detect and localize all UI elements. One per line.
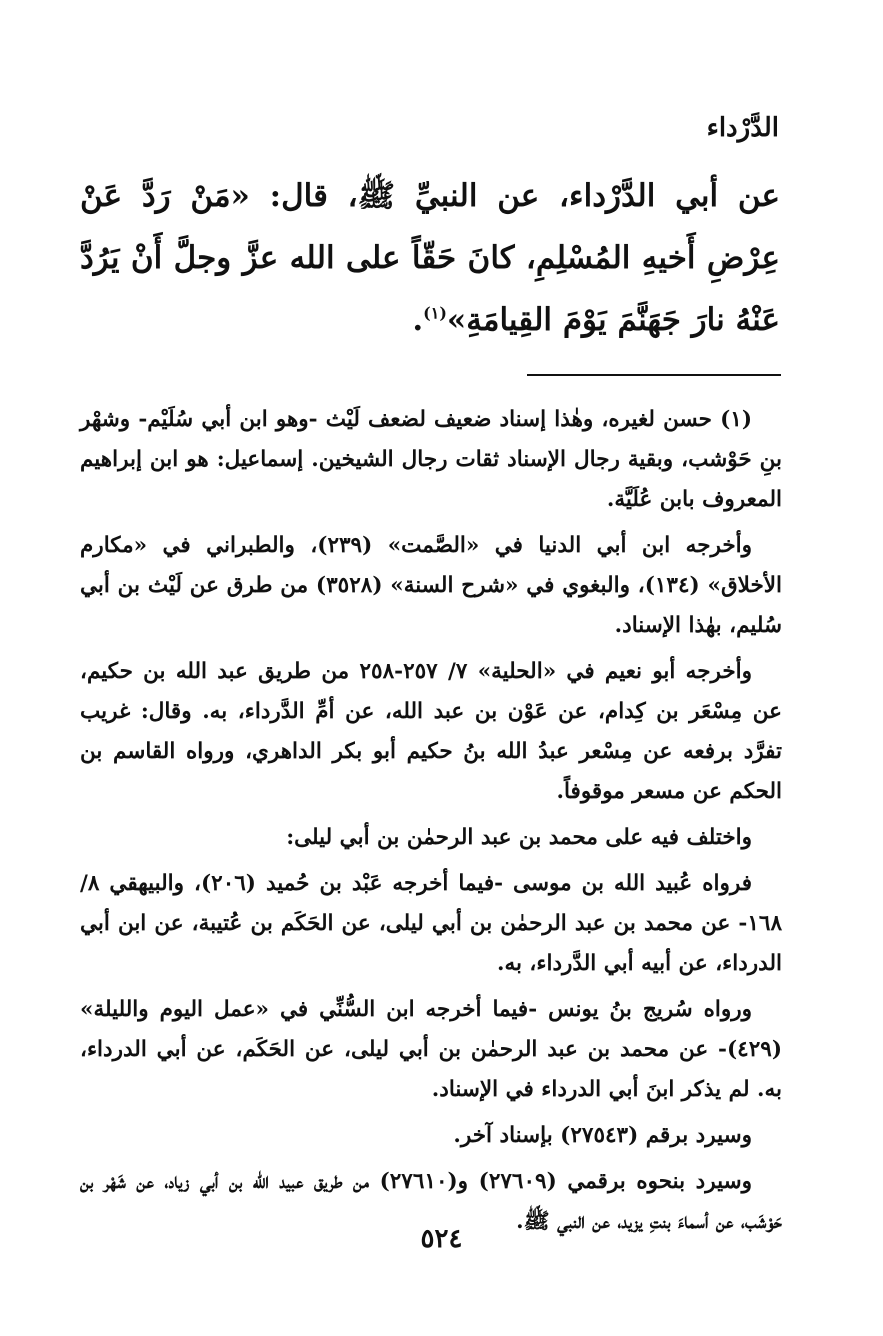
footnote-paragraph: وأخرجه ابن أبي الدنيا في «الصَّمت» (٢٣٩)، والطبراني في «مكارم الأخلاق» (١٣٤)، والبغوي في «شرح السنة» (٣٥٢٨) من طرق عن لَيْث بن أبي سُليم، بهٰذا الإسناد. xyxy=(80,533,782,638)
footnote-marker[interactable]: (١) xyxy=(423,303,447,323)
footnote-paragraph: وسيرد بنحوه برقمي (٢٧٦٠٩) و(٢٧٦١٠) من طريق عبيد الله بن أبي زياد، عن شَهْر بن حَوْشَب، عن أسماءَ بنتِ يزيد، عن النبي ﷺ. xyxy=(80,1169,782,1234)
hadith-text: عن أبي الدَّرْداء، عن النبيِّ ﷺ، قال: «مَنْ رَدَّ عَنْ عِرْضِ أَخيهِ المُسْلِمِ، كانَ حَقّاً على الله عزَّ وجلَّ أَنْ يَرُدَّ عَنْهُ نارَ جَهَنَّمَ يَوْمَ القِيامَةِ» xyxy=(80,178,780,338)
footnote-paragraph: (١) حسن لغيره، وهٰذا إسناد ضعيف لضعف لَيْث -وهو ابن أبي سُلَيْم- وشهْر بنِ حَوْشب، وبقية رجال الإسناد ثقات رجال الشيخين. إسماعيل: هو ابن إبراهيم المعروف بابن عُلَيَّة. xyxy=(80,407,782,512)
footnote-paragraph: ورواه سُريج بنُ يونس -فيما أخرجه ابن السُّنِّي في «عمل اليوم والليلة» (٤٢٩)- عن محمد بن عبد الرحمٰن بن أبي ليلى، عن الحَكَم، عن أبي الدرداء، به. لم يذكر ابنَ أبي الدرداء في الإسناد. xyxy=(80,997,782,1102)
footnote-paragraph: فرواه عُبيد الله بن موسى -فيما أخرجه عَبْد بن حُميد (٢٠٦)، والبيهقي ٨/ ١٦٨- عن محمد بن عبد الرحمٰن بن أبي ليلى، عن الحَكَم بن عُتيبة، عن ابن أبي الدرداء، عن أبيه أبي الدَّرداء، به. xyxy=(80,871,782,976)
footnote-paragraph: وأخرجه أبو نعيم في «الحلية» ٧/ ٢٥٧-٢٥٨ من طريق عبد الله بن حكيم، عن مِسْعَر بن كِدام، عن عَوْن بن عبد الله، عن أمِّ الدَّرداء، به. وقال: غريب تفرَّد برفعه عن مِسْعر عبدُ الله بنُ حكيم أبو بكر الداهري، ورواه القاسم بن الحكم عن مسعر موقوفاً. xyxy=(80,659,782,804)
footnotes-section xyxy=(80,400,782,1248)
page-number: ٥٢٤ xyxy=(420,1224,463,1254)
section-title: الدَّرْداء xyxy=(706,113,779,143)
end-mark: . xyxy=(412,302,424,338)
footnote-divider xyxy=(527,374,781,376)
hadith-text-block xyxy=(80,165,780,351)
footnote-paragraph: واختلف فيه على محمد بن عبد الرحمٰن بن أبي ليلى: xyxy=(286,825,752,850)
footnote-paragraph: وسيرد برقم (٢٧٥٤٣) بإسناد آخر. xyxy=(453,1123,752,1148)
